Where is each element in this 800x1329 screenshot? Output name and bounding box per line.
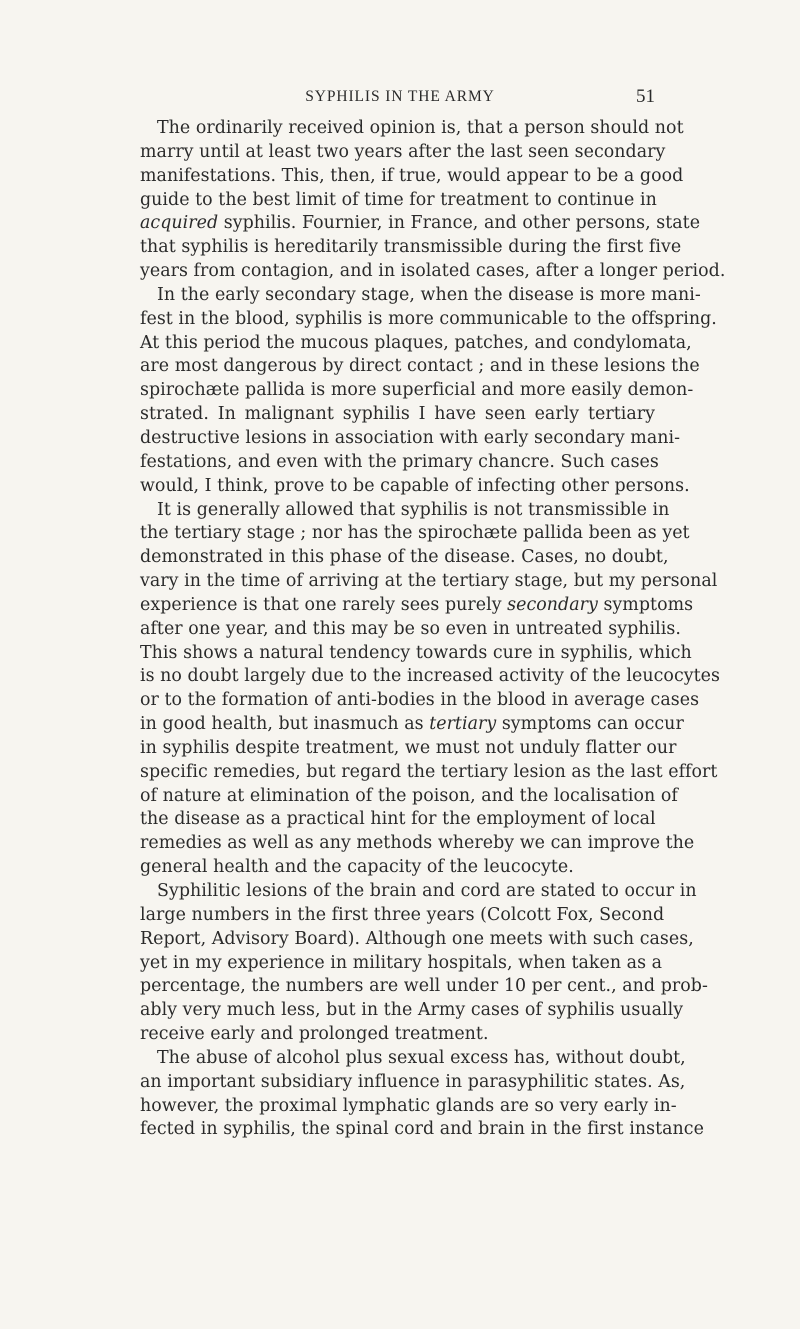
text-line: are most dangerous by direct contact ; and in these lesions the <box>140 356 700 377</box>
text-line <box>140 594 694 618</box>
text-line: demonstrated in this phase of the disease. Cases, no doubt, <box>140 547 669 568</box>
text-line: Report, Advisory Board). Although one meets with such cases, <box>140 928 694 949</box>
text-line: vary in the time of arriving at the tertiary stage, but my personal <box>140 571 718 592</box>
body-text <box>140 117 726 1142</box>
text-line: of nature at elimination of the poison, and the localisation of <box>140 785 678 806</box>
text-line: percentage, the numbers are well under 10 per cent., and prob- <box>140 976 708 997</box>
running-title: SYPHILIS IN THE ARMY <box>305 88 495 105</box>
text-line: yet in my experience in military hospitals, when taken as a <box>140 952 663 973</box>
text-line: At this period the mucous plaques, patches, and condylomata, <box>140 332 692 353</box>
text-line: general health and the capacity of the leucocyte. <box>140 857 574 878</box>
text-line: would, I think, prove to be capable of infecting other persons. <box>140 475 690 496</box>
text-line: the disease as a practical hint for the employment of local <box>140 809 656 830</box>
text-line <box>140 713 684 737</box>
text-line: ably very much less, but in the Army cases of syphilis usually <box>140 1000 684 1021</box>
text-line: In the early secondary stage, when the disease is more mani- <box>157 284 701 305</box>
text-line: the tertiary stage ; nor has the spirochæte pallida been as yet <box>140 523 690 544</box>
running-head <box>0 88 800 110</box>
text-line: marry until at least two years after the last seen secondary <box>140 141 666 162</box>
text-line: guide to the best limit of time for treatment to continue in <box>140 189 657 210</box>
text-line: remedies as well as any methods whereby we can improve the <box>140 833 695 854</box>
text-line: an important subsidiary influence in parasyphilitic states. As, <box>140 1071 686 1092</box>
text-line: manifestations. This, then, if true, would appear to be a good <box>140 165 684 186</box>
text-line: years from contagion, and in isolated cases, after a longer period. <box>140 261 726 282</box>
text-span: experience is that one rarely sees purely <box>140 594 508 615</box>
italic-text: tertiary <box>429 714 497 735</box>
text-span: syphilis. Fournier, in France, and other persons, state <box>218 213 701 234</box>
italic-text: secondary <box>507 594 598 615</box>
text-line: large numbers in the first three years (Colcott Fox, Second <box>140 904 665 925</box>
text-line: is no doubt largely due to the increased activity of the leucocytes <box>140 666 720 687</box>
text-line: however, the proximal lymphatic glands are so very early in- <box>140 1095 677 1116</box>
text-span: symptoms can occur <box>496 714 684 735</box>
text-line: or to the formation of anti-bodies in the blood in average cases <box>140 690 700 711</box>
text-span: in good health, but inasmuch as <box>140 714 430 735</box>
text-line: destructive lesions in association with early secondary mani- <box>140 427 681 448</box>
text-line: spirochæte pallida is more superficial and more easily demon- <box>140 380 694 401</box>
text-line: fest in the blood, syphilis is more communicable to the offspring. <box>140 308 717 329</box>
text-line: after one year, and this may be so even in untreated syphilis. <box>140 618 681 639</box>
italic-text: acquired <box>140 213 219 234</box>
text-line: that syphilis is hereditarily transmissible during the first five <box>140 237 682 258</box>
text-line: It is generally allowed that syphilis is not transmissible in <box>157 499 670 520</box>
text-line: in syphilis despite treatment, we must not unduly flatter our <box>140 737 677 758</box>
text-line: The abuse of alcohol plus sexual excess has, without doubt, <box>157 1047 686 1068</box>
text-line: This shows a natural tendency towards cure in syphilis, which <box>140 642 692 663</box>
text-line: Syphilitic lesions of the brain and cord are stated to occur in <box>157 881 697 901</box>
text-line: strated. In malignant syphilis I have seen early tertiary <box>140 404 655 425</box>
text-line: specific remedies, but regard the tertiary lesion as the last effort <box>140 761 718 782</box>
text-line <box>140 212 701 236</box>
text-line: The ordinarily received opinion is, that a person should not <box>157 118 684 138</box>
text-line: festations, and even with the primary chancre. Such cases <box>140 451 659 472</box>
text-line: fected in syphilis, the spinal cord and brain in the first instance <box>140 1119 704 1140</box>
text-span: symptoms <box>597 594 694 615</box>
text-line: receive early and prolonged treatment. <box>140 1024 489 1045</box>
page-number: 51 <box>636 86 655 107</box>
